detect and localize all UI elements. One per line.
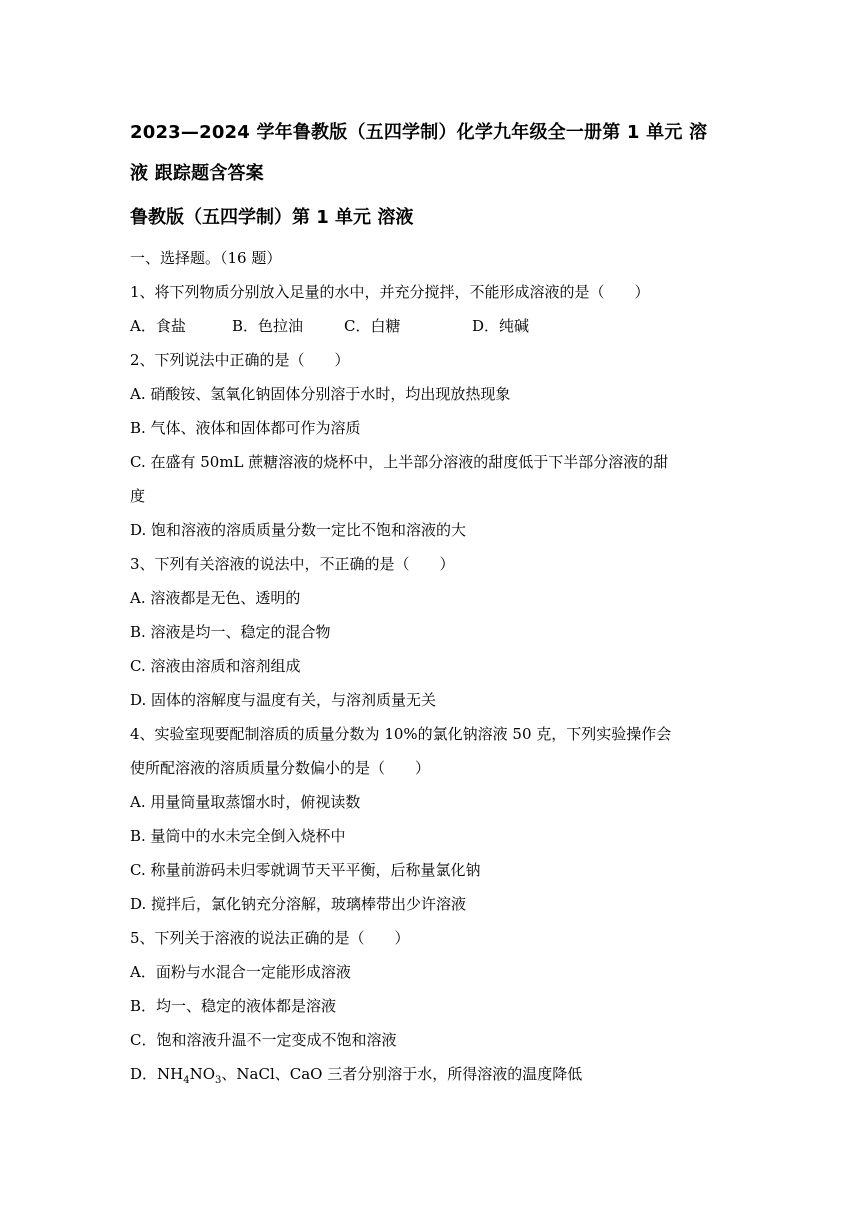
question-2-option-c-continued: 度 — [130, 487, 146, 505]
question-5-option-b: B．均一、稳定的液体都是溶液 — [130, 997, 337, 1015]
question-5-option-d-mid: NO — [189, 1065, 216, 1083]
question-3-option-c: C. 溶液由溶质和溶剂组成 — [130, 657, 301, 675]
section-heading: 一、选择题。（16 题） — [130, 249, 282, 267]
question-4-option-b: B. 量筒中的水未完全倒入烧杯中 — [130, 827, 346, 845]
question-1-options — [130, 309, 740, 343]
question-1-option-a: A．食盐 — [130, 317, 186, 335]
question-2-stem: 2、下列说法中正确的是（ ） — [130, 351, 350, 369]
question-4-option-c: C. 称量前游码未归零就调节天平平衡，后称量氯化钠 — [130, 861, 481, 879]
question-3-option-a: A. 溶液都是无色、透明的 — [130, 589, 301, 607]
question-5-option-d-prefix: D．NH — [130, 1065, 184, 1083]
question-2-option-c: C. 在盛有 50mL 蔗糖溶液的烧杯中，上半部分溶液的甜度低于下半部分溶液的甜 — [130, 453, 669, 471]
question-5-option-d-subscript-2: 3 — [215, 1075, 222, 1086]
question-1-option-d: D．纯碱 — [472, 317, 530, 335]
question-5-option-d-subscript-1: 4 — [183, 1075, 190, 1086]
question-2-option-a: A. 硝酸铵、氢氧化钠固体分别溶于水时，均出现放热现象 — [130, 385, 511, 403]
question-4-option-d: D. 搅拌后，氯化钠充分溶解，玻璃棒带出少许溶液 — [130, 895, 467, 913]
question-3-stem: 3、下列有关溶液的说法中，不正确的是（ ） — [130, 555, 455, 573]
unit-subtitle: 鲁教版（五四学制）第 1 单元 溶液 — [130, 207, 414, 228]
question-5-option-d-rest: 、NaCl、CaO 三者分别溶于水，所得溶液的温度降低 — [221, 1065, 583, 1083]
document-title-line-1: 2023—2024 学年鲁教版（五四学制）化学九年级全一册第 1 单元 溶 — [130, 122, 708, 143]
question-3-option-d: D. 固体的溶解度与温度有关，与溶剂质量无关 — [130, 691, 437, 709]
question-1-stem: 1、将下列物质分别放入足量的水中，并充分搅拌，不能形成溶液的是（ ） — [130, 283, 650, 301]
document-title-line-2: 液 跟踪题含答案 — [130, 163, 264, 184]
question-1-option-b: B．色拉油 — [232, 317, 304, 335]
question-5-stem: 5、下列关于溶液的说法正确的是（ ） — [130, 929, 410, 947]
document-content — [130, 112, 740, 1098]
question-5-option-d — [130, 1057, 740, 1098]
question-2-option-d: D. 饱和溶液的溶质质量分数一定比不饱和溶液的大 — [130, 521, 467, 539]
question-4-stem-line-1: 4、实验室现要配制溶质的质量分数为 10%的氯化钠溶液 50 克，下列实验操作会 — [130, 725, 672, 743]
question-3-option-b: B. 溶液是均一、稳定的混合物 — [130, 623, 331, 641]
question-5-option-a: A．面粉与水混合一定能形成溶液 — [130, 963, 351, 981]
question-4-stem-line-2: 使所配溶液的溶质质量分数偏小的是（ ） — [130, 759, 431, 777]
question-4-option-a: A. 用量筒量取蒸馏水时，俯视读数 — [130, 793, 361, 811]
question-1-option-c: C．白糖 — [344, 317, 401, 335]
question-2-option-b: B. 气体、液体和固体都可作为溶质 — [130, 419, 361, 437]
question-5-option-c: C．饱和溶液升温不一定变成不饱和溶液 — [130, 1031, 397, 1049]
